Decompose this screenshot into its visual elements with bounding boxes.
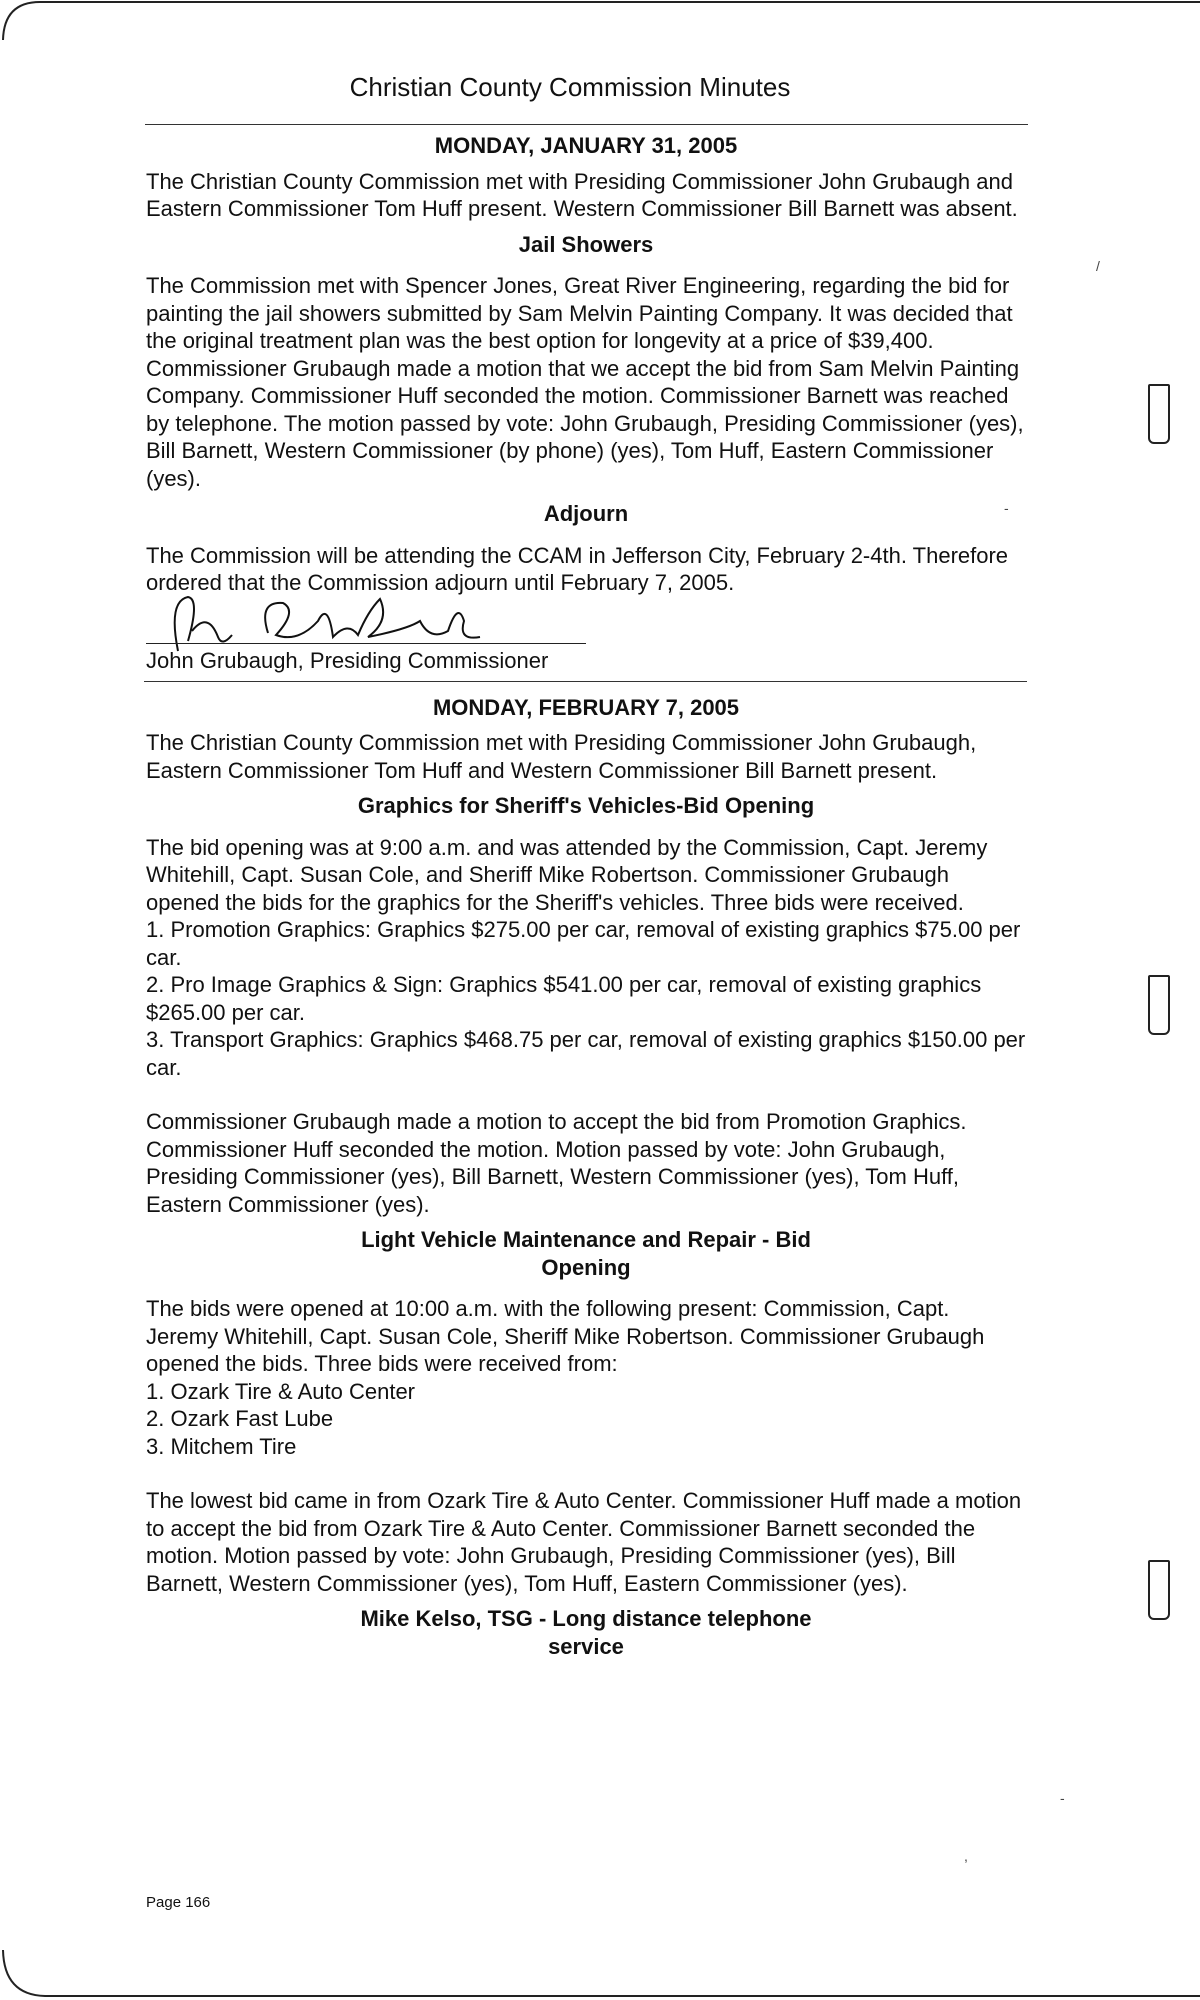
page-number: Page 166 bbox=[146, 1894, 211, 1911]
handwritten-signature bbox=[158, 591, 518, 655]
margin-box bbox=[1148, 1560, 1170, 1620]
graphics-paragraph: The bid opening was at 9:00 a.m. and was attended by the Commission, Capt. Jeremy Whitehill, Capt. Susan Cole, and Sheriff Mike Robertson. Commissioner Grubaugh opened the bids for the graphics for the Sheriff's vehicles. Three bids were received. bbox=[146, 834, 988, 915]
list-item: 2. Ozark Fast Lube bbox=[146, 1406, 334, 1431]
list-item: 2. Pro Image Graphics & Sign: Graphics $541.00 per car, removal of existing graphics $265.00 per car. bbox=[146, 972, 982, 1025]
margin-box bbox=[1148, 384, 1170, 444]
list-item: 1. Ozark Tire & Auto Center bbox=[146, 1378, 416, 1404]
scan-speck: / bbox=[1096, 258, 1100, 274]
signature-block bbox=[146, 607, 1026, 673]
scan-speck: - bbox=[1004, 500, 1009, 516]
adjourn-paragraph: The Commission will be attending the CCAM in Jefferson City, February 2-4th. Therefore ordered that the Commission adjourn until February 7, 2005. bbox=[146, 542, 1009, 595]
graphics-bid-list bbox=[146, 916, 1026, 1081]
scan-speck: , bbox=[964, 1848, 968, 1864]
meeting-intro: The Christian County Commission met with Presiding Commissioner John Grubaugh, Eastern Commissioner Tom Huff and Western Commissioner Bill Barnett present. bbox=[146, 730, 977, 783]
scan-speck: - bbox=[1060, 1790, 1065, 1806]
section-heading-graphics: Graphics for Sheriff's Vehicles-Bid Opening bbox=[357, 793, 815, 818]
list-item: 3. Transport Graphics: Graphics $468.75 per car, removal of existing graphics $150.00 per car. bbox=[146, 1027, 1026, 1080]
section-heading-maintenance: Light Vehicle Maintenance and Repair - Bid Opening bbox=[361, 1227, 811, 1280]
section-heading-adjourn: Adjourn bbox=[543, 501, 629, 526]
meeting-intro: The Christian County Commission met with Presiding Commissioner John Grubaugh and Eastern Commissioner Tom Huff present. Western Commissioner Bill Barnett was absent. bbox=[146, 168, 1018, 221]
header-rule bbox=[145, 124, 1028, 125]
maintenance-motion-paragraph: The lowest bid came in from Ozark Tire & Auto Center. Commissioner Huff made a motion to accept the bid from Ozark Tire & Auto Center. Commissioner Barnett seconded the motion. Motion passed by vote: John Grubaugh, Presiding Commissioner (yes), Bill Barnett, Western Commissioner (yes), Tom Huff, Eastern Commissioner (yes). bbox=[146, 1488, 1022, 1596]
signature-line bbox=[146, 643, 586, 644]
jail-showers-paragraph: The Commission met with Spencer Jones, Great River Engineering, regarding the bid for painting the jail showers submitted by Sam Melvin Painting Company. It was decided that the original treatment plan was the best option for longevity at a price of $39,400. Commissioner Grubaugh made a motion that we accept the bid from Sam Melvin Painting Company. Commissioner Huff seconded the motion. Commissioner Barnett was reached by telephone. The motion passed by vote: John Grubaugh, Presiding Commissioner (yes), Bill Barnett, Western Commissioner (by phone) (yes), Tom Huff, Eastern Commissioner (yes). bbox=[146, 273, 1024, 491]
maintenance-bidder-list bbox=[146, 1378, 1026, 1461]
list-item: 1. Promotion Graphics: Graphics $275.00 per car, removal of existing graphics $75.00 per car. bbox=[146, 917, 1021, 970]
graphics-motion-paragraph: Commissioner Grubaugh made a motion to accept the bid from Promotion Graphics. Commissioner Huff seconded the motion. Motion passed by vote: John Grubaugh, Presiding Commissioner (yes), Bill Barnett, Western Commissioner (yes), Tom Huff, Eastern Commissioner (yes). bbox=[146, 1109, 967, 1217]
maintenance-paragraph: The bids were opened at 10:00 a.m. with the following present: Commission, Capt. Jeremy Whitehill, Capt. Susan Cole, Sheriff Mike Robertson. Commissioner Grubaugh opened the bids. Three bids were received from: bbox=[146, 1296, 985, 1376]
list-item: 3. Mitchem Tire bbox=[146, 1433, 297, 1459]
margin-box bbox=[1148, 975, 1170, 1035]
meeting-date-feb-7: MONDAY, FEBRUARY 7, 2005 bbox=[432, 694, 740, 720]
document-title: Christian County Commission Minutes bbox=[349, 72, 791, 102]
section-heading-telephone: Mike Kelso, TSG - Long distance telephone service bbox=[360, 1606, 812, 1659]
section-divider bbox=[144, 681, 1027, 682]
meeting-date-jan-31: MONDAY, JANUARY 31, 2005 bbox=[434, 133, 738, 158]
signature-caption: John Grubaugh, Presiding Commissioner bbox=[146, 647, 549, 673]
section-heading-jail-showers: Jail Showers bbox=[518, 231, 654, 257]
minutes-body bbox=[146, 132, 1026, 1674]
